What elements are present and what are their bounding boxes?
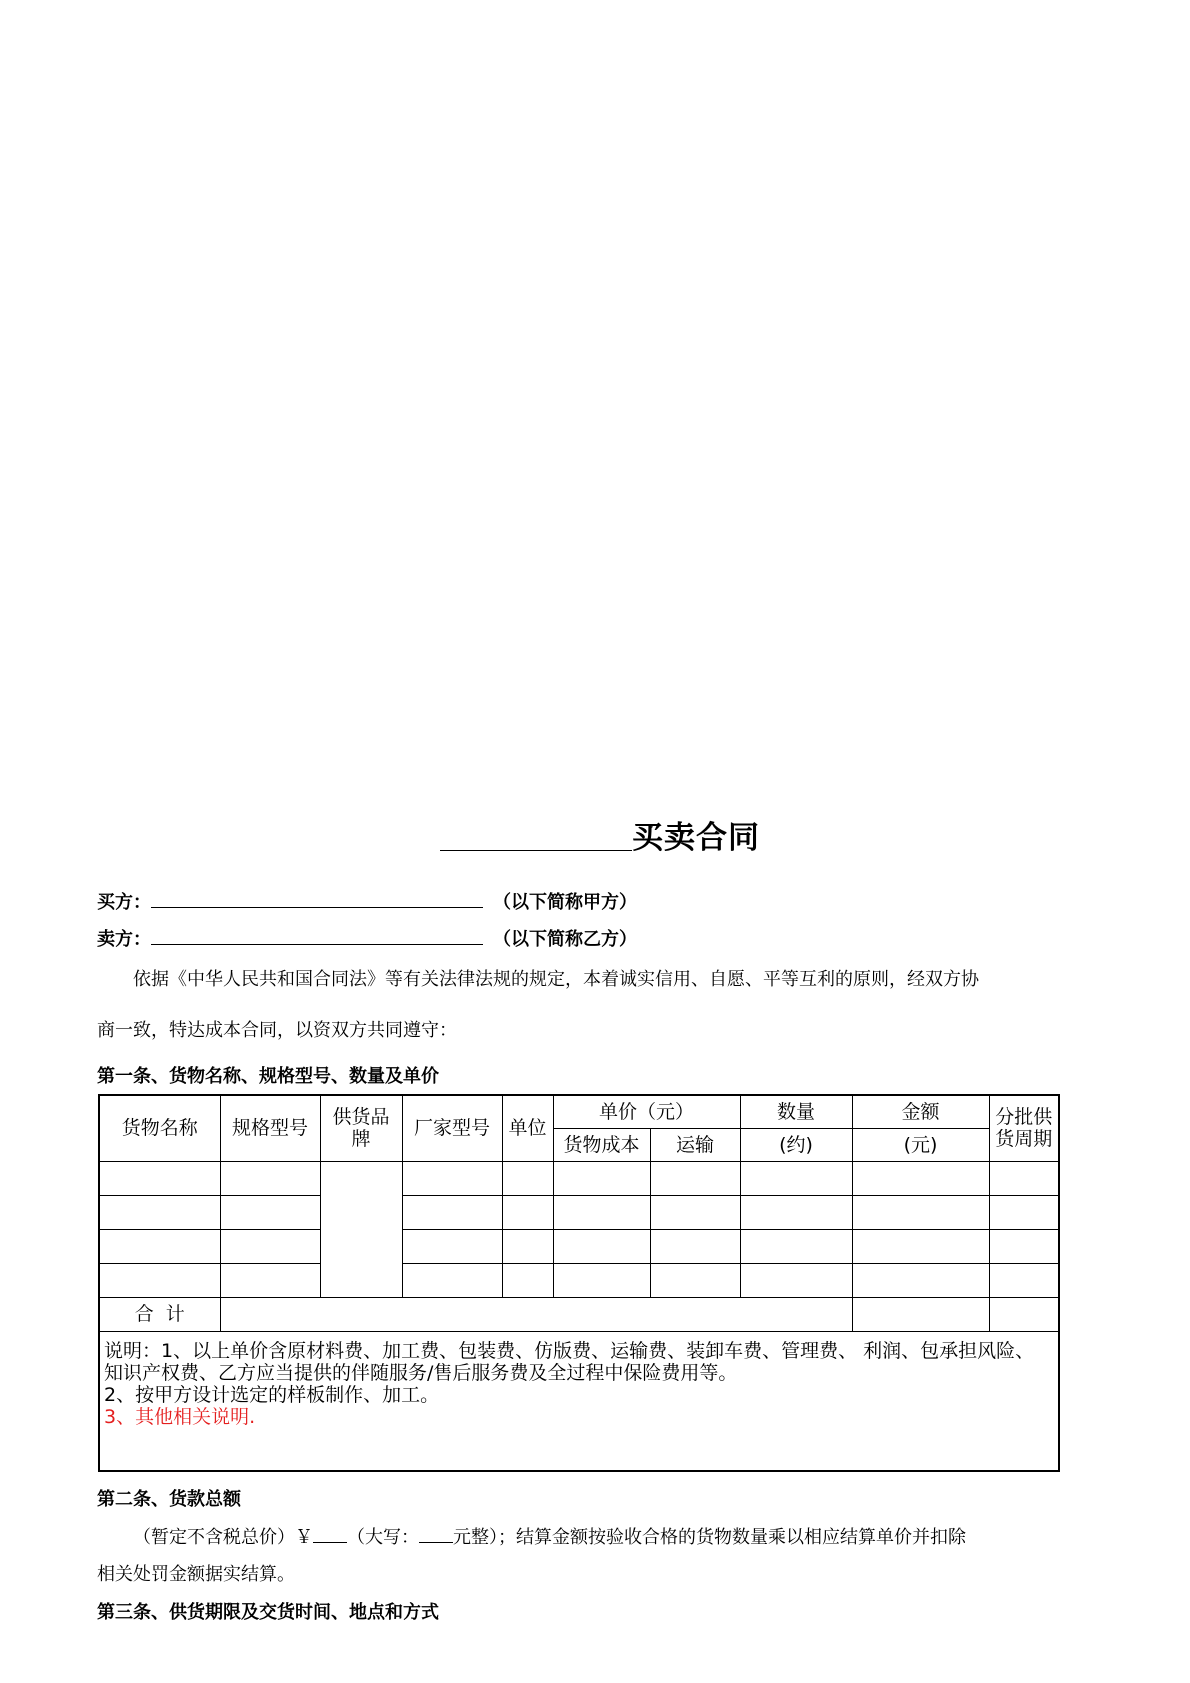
cell-amount[interactable] bbox=[852, 1229, 989, 1263]
seller-note: （以下简称乙方） bbox=[493, 929, 637, 950]
cell-amount[interactable] bbox=[852, 1263, 989, 1297]
total-label: 合 计 bbox=[99, 1297, 220, 1331]
header-unit-price: 单价（元） bbox=[553, 1095, 740, 1128]
header-goods-name: 货物名称 bbox=[99, 1095, 220, 1161]
total-amount-cell[interactable] bbox=[852, 1297, 989, 1331]
article2-part3: 元整）；结算金额按验收合格的货物数量乘以相应结算单价并扣除 bbox=[453, 1527, 966, 1548]
cell-delivery[interactable] bbox=[989, 1263, 1059, 1297]
goods-table bbox=[98, 1094, 1060, 1472]
cell-brand[interactable] bbox=[320, 1161, 402, 1297]
buyer-note: （以下简称甲方） bbox=[493, 892, 637, 913]
cell-spec[interactable] bbox=[220, 1263, 320, 1297]
seller-blank bbox=[151, 926, 483, 945]
cell-goods-cost[interactable] bbox=[553, 1263, 650, 1297]
cell-transport[interactable] bbox=[650, 1263, 740, 1297]
cell-goods-cost[interactable] bbox=[553, 1161, 650, 1195]
total-delivery-cell[interactable] bbox=[989, 1297, 1059, 1331]
cell-goods-name[interactable] bbox=[99, 1263, 220, 1297]
cell-maker-model[interactable] bbox=[402, 1229, 502, 1263]
cell-spec[interactable] bbox=[220, 1229, 320, 1263]
cell-transport[interactable] bbox=[650, 1161, 740, 1195]
intro-line-1: 依据《中华人民共和国合同法》等有关法律法规的规定，本着诚实信用、自愿、平等互利的原则，经双方协 bbox=[133, 969, 979, 990]
cell-transport[interactable] bbox=[650, 1195, 740, 1229]
table-row bbox=[99, 1263, 1059, 1297]
header-quantity-sub: (约) bbox=[740, 1128, 852, 1161]
note-line-3: 2、按甲方设计选定的样板制作、加工。 bbox=[104, 1383, 440, 1406]
note-line-1: 说明：1、以上单价含原材料费、加工费、包装费、仿版费、运输费、装卸车费、管理费、 利润、包承担风险、 bbox=[104, 1339, 1035, 1362]
intro-line-2: 商一致，特达成本合同，以资双方共同遵守： bbox=[97, 1020, 457, 1041]
header-unit: 单位 bbox=[502, 1095, 553, 1161]
article3-heading: 第三条、供货期限及交货时间、地点和方式 bbox=[97, 1602, 439, 1623]
table-note bbox=[99, 1331, 1059, 1471]
seller-line bbox=[97, 925, 637, 951]
capital-amount-blank[interactable] bbox=[419, 1524, 453, 1543]
cell-goods-name[interactable] bbox=[99, 1161, 220, 1195]
cell-transport[interactable] bbox=[650, 1229, 740, 1263]
cell-goods-cost[interactable] bbox=[553, 1195, 650, 1229]
article2-heading: 第二条、货款总额 bbox=[97, 1489, 241, 1510]
note-line-2: 知识产权费、乙方应当提供的伴随服务/售后服务费及全过程中保险费用等。 bbox=[104, 1361, 738, 1384]
cell-goods-cost[interactable] bbox=[553, 1229, 650, 1263]
cell-goods-name[interactable] bbox=[99, 1195, 220, 1229]
article2-part2: （大写： bbox=[347, 1527, 419, 1548]
table-row bbox=[99, 1161, 1059, 1195]
cell-quantity[interactable] bbox=[740, 1161, 852, 1195]
total-price-blank[interactable] bbox=[313, 1524, 347, 1543]
cell-delivery[interactable] bbox=[989, 1229, 1059, 1263]
cell-maker-model[interactable] bbox=[402, 1161, 502, 1195]
cell-quantity[interactable] bbox=[740, 1263, 852, 1297]
header-amount: 金额 bbox=[852, 1095, 989, 1128]
header-spec: 规格型号 bbox=[220, 1095, 320, 1161]
header-amount-sub: (元) bbox=[852, 1128, 989, 1161]
seller-label: 卖方： bbox=[97, 929, 151, 950]
buyer-line bbox=[97, 888, 637, 914]
cell-delivery[interactable] bbox=[989, 1195, 1059, 1229]
cell-quantity[interactable] bbox=[740, 1229, 852, 1263]
header-maker-model: 厂家型号 bbox=[402, 1095, 502, 1161]
total-row bbox=[99, 1297, 1059, 1331]
cell-spec[interactable] bbox=[220, 1161, 320, 1195]
article1-heading: 第一条、货物名称、规格型号、数量及单价 bbox=[97, 1066, 439, 1087]
cell-amount[interactable] bbox=[852, 1195, 989, 1229]
cell-unit[interactable] bbox=[502, 1195, 553, 1229]
total-merged-cell[interactable] bbox=[220, 1297, 852, 1331]
cell-delivery[interactable] bbox=[989, 1161, 1059, 1195]
article2-part1: （暂定不含税总价）￥ bbox=[133, 1527, 313, 1548]
article2-line-2: 相关处罚金额据实结算。 bbox=[97, 1564, 295, 1585]
contract-title: 买卖合同 bbox=[632, 820, 760, 856]
cell-unit[interactable] bbox=[502, 1161, 553, 1195]
cell-maker-model[interactable] bbox=[402, 1263, 502, 1297]
header-delivery: 分批供货周期 bbox=[989, 1095, 1059, 1161]
cell-spec[interactable] bbox=[220, 1195, 320, 1229]
cell-unit[interactable] bbox=[502, 1263, 553, 1297]
header-transport: 运输 bbox=[650, 1128, 740, 1161]
table-row bbox=[99, 1229, 1059, 1263]
header-quantity: 数量 bbox=[740, 1095, 852, 1128]
article2-line-1 bbox=[97, 1523, 1107, 1549]
table-row bbox=[99, 1195, 1059, 1229]
note-line-4: 3、其他相关说明. bbox=[104, 1405, 256, 1428]
cell-goods-name[interactable] bbox=[99, 1229, 220, 1263]
header-goods-cost: 货物成本 bbox=[553, 1128, 650, 1161]
cell-amount[interactable] bbox=[852, 1161, 989, 1195]
buyer-blank bbox=[151, 889, 483, 908]
buyer-label: 买方： bbox=[97, 892, 151, 913]
header-brand: 供货品牌 bbox=[320, 1095, 402, 1161]
cell-maker-model[interactable] bbox=[402, 1195, 502, 1229]
cell-unit[interactable] bbox=[502, 1229, 553, 1263]
title-blank-line bbox=[440, 822, 632, 851]
cell-quantity[interactable] bbox=[740, 1195, 852, 1229]
